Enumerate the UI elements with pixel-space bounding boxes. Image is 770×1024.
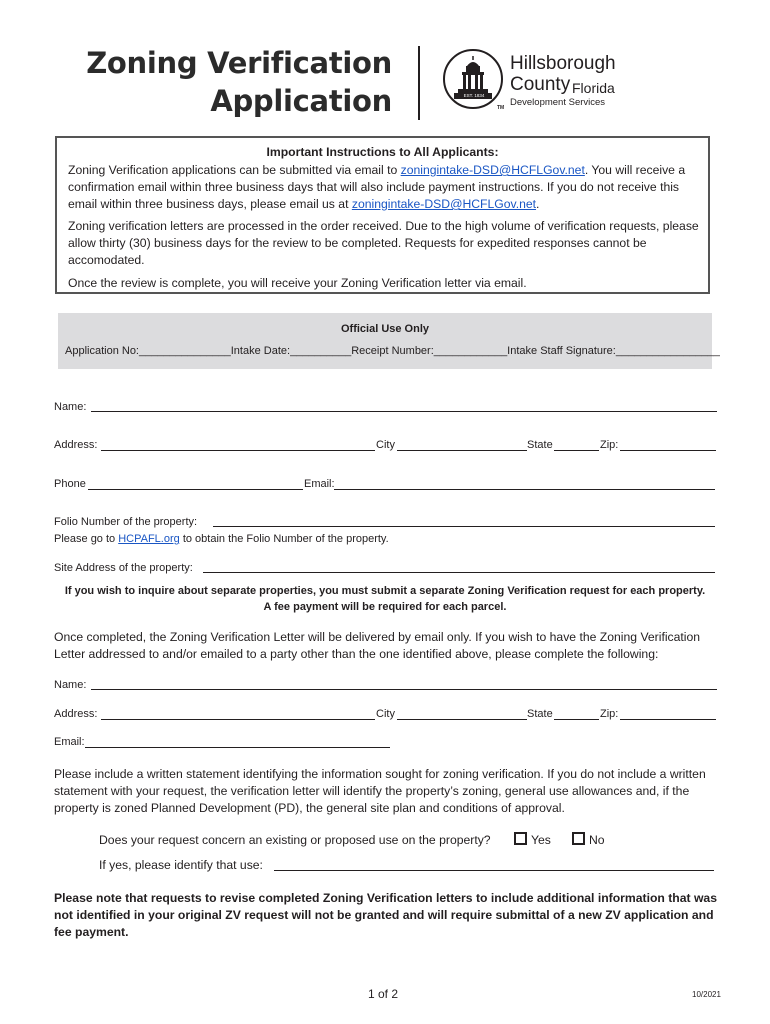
official-use-fields: Application No:_______________Intake Date:__________Receipt Number:____________Intake Staff Signature:_________________ bbox=[65, 345, 720, 357]
third-party-city-field[interactable] bbox=[397, 719, 527, 720]
phone-label: Phone bbox=[54, 478, 86, 490]
third-party-name-label: Name: bbox=[54, 679, 87, 691]
third-party-name-field[interactable] bbox=[91, 689, 717, 690]
logo-name-line1: Hillsborough bbox=[510, 53, 616, 74]
name-field[interactable] bbox=[91, 411, 717, 412]
third-party-zip-field[interactable] bbox=[620, 719, 716, 720]
third-party-city-label: City bbox=[376, 708, 395, 720]
instructions-para3: Once the review is complete, you will receive your Zoning Verification letter via email. bbox=[68, 276, 527, 290]
statement-note: Please include a written statement identifying the information sought for zoning verification. If you do not include a written statement with your request, the verification letter will identify the property’s zoning, general use allowances and, if the property is zoned Planned Development (PD), the general site plan and conditions of approval. bbox=[54, 767, 706, 815]
page-title-line2: Application bbox=[210, 84, 392, 118]
city-field[interactable] bbox=[397, 450, 527, 451]
address-label: Address: bbox=[54, 439, 98, 451]
folio-note bbox=[54, 533, 389, 545]
name-label: Name: bbox=[54, 401, 87, 413]
no-option[interactable] bbox=[572, 832, 605, 849]
county-seal-logo bbox=[442, 48, 512, 110]
no-label: No bbox=[589, 833, 605, 847]
logo-department: Development Services bbox=[510, 97, 606, 108]
third-party-state-field[interactable] bbox=[554, 719, 599, 720]
phone-field[interactable] bbox=[88, 489, 303, 490]
third-party-state-label: State bbox=[527, 708, 553, 720]
third-party-email-label: Email: bbox=[54, 736, 85, 748]
third-party-email-field[interactable] bbox=[85, 747, 390, 748]
instructions-para2: Zoning verification letters are processed in the order received. Due to the high volume of verification requests, please allow thirty (30) business days for the review to be completed. Requests for expedited responses cannot be accomodated. bbox=[68, 219, 699, 267]
city-label: City bbox=[376, 439, 395, 451]
zip-field[interactable] bbox=[620, 450, 716, 451]
hcpafl-link[interactable]: HCPAFL.org bbox=[118, 533, 180, 545]
official-use-panel bbox=[58, 313, 712, 369]
instructions-heading: Important Instructions to All Applicants: bbox=[266, 145, 499, 159]
instructions-para1 bbox=[68, 162, 702, 213]
instructions-para1-text-a: Zoning Verification applications can be submitted via email to bbox=[68, 163, 401, 177]
folio-label: Folio Number of the property: bbox=[54, 516, 198, 528]
page-title-line1: Zoning Verification bbox=[86, 46, 392, 80]
identify-use-label: If yes, please identify that use: bbox=[99, 858, 263, 872]
seal-text: EST. 1834 bbox=[463, 93, 485, 98]
delivery-note: Once completed, the Zoning Verification Letter will be delivered by email only. If you wish to have the Zoning Verification Letter addressed to and/or emailed to a party other than the one identified above, please complete the following: bbox=[54, 630, 701, 661]
logo-state: Florida bbox=[572, 80, 615, 96]
instructions-para1-text-b: . You will receive a confirmation email within three business days that will also include payment instructions. If you do not receive this email within three business days, please email us at bbox=[68, 163, 686, 211]
yes-checkbox[interactable] bbox=[514, 832, 527, 845]
yes-option[interactable] bbox=[514, 832, 551, 849]
separate-properties-note: If you wish to inquire about separate properties, you must submit a separate Zoning Verification request for each property. bbox=[64, 585, 706, 597]
use-question: Does your request concern an existing or proposed use on the property? bbox=[99, 833, 491, 847]
folio-field[interactable] bbox=[213, 526, 715, 527]
address-field[interactable] bbox=[101, 450, 375, 451]
site-address-label: Site Address of the property: bbox=[54, 562, 193, 574]
third-party-zip-label: Zip: bbox=[600, 708, 619, 720]
email-field[interactable] bbox=[334, 489, 715, 490]
folio-note-text-a: Please go to bbox=[54, 533, 119, 545]
state-field[interactable] bbox=[554, 450, 599, 451]
site-address-field[interactable] bbox=[203, 572, 715, 573]
zip-label: Zip: bbox=[600, 439, 619, 451]
instructions-para1-text-c: . bbox=[536, 197, 540, 211]
third-party-address-field[interactable] bbox=[101, 719, 375, 720]
title-divider bbox=[418, 46, 420, 120]
intake-email-link-2[interactable]: zoningintake-DSD@HCFLGov.net bbox=[351, 197, 537, 211]
email-label: Email: bbox=[304, 478, 335, 490]
logo-name-line2: County bbox=[510, 74, 571, 95]
no-checkbox[interactable] bbox=[572, 832, 585, 845]
third-party-address-label: Address: bbox=[54, 708, 98, 720]
intake-email-link[interactable]: zoningintake-DSD@HCFLGov.net bbox=[400, 163, 585, 177]
revision-date: 10/2021 bbox=[692, 990, 721, 999]
state-label: State bbox=[527, 439, 553, 451]
logo-trademark: TM bbox=[497, 105, 505, 111]
final-note: Please note that requests to revise completed Zoning Verification letters to include additional information that was not identified in your original ZV request will not be granted and will require submittal of a new ZV application and fee payment. bbox=[54, 891, 717, 939]
official-use-heading: Official Use Only bbox=[340, 323, 430, 335]
yes-label: Yes bbox=[531, 833, 551, 847]
folio-note-text-b: to obtain the Folio Number of the property. bbox=[179, 533, 389, 545]
identify-use-field[interactable] bbox=[274, 870, 714, 871]
page-number: 1 of 2 bbox=[368, 987, 399, 1001]
fee-note: A fee payment will be required for each parcel. bbox=[263, 601, 507, 613]
